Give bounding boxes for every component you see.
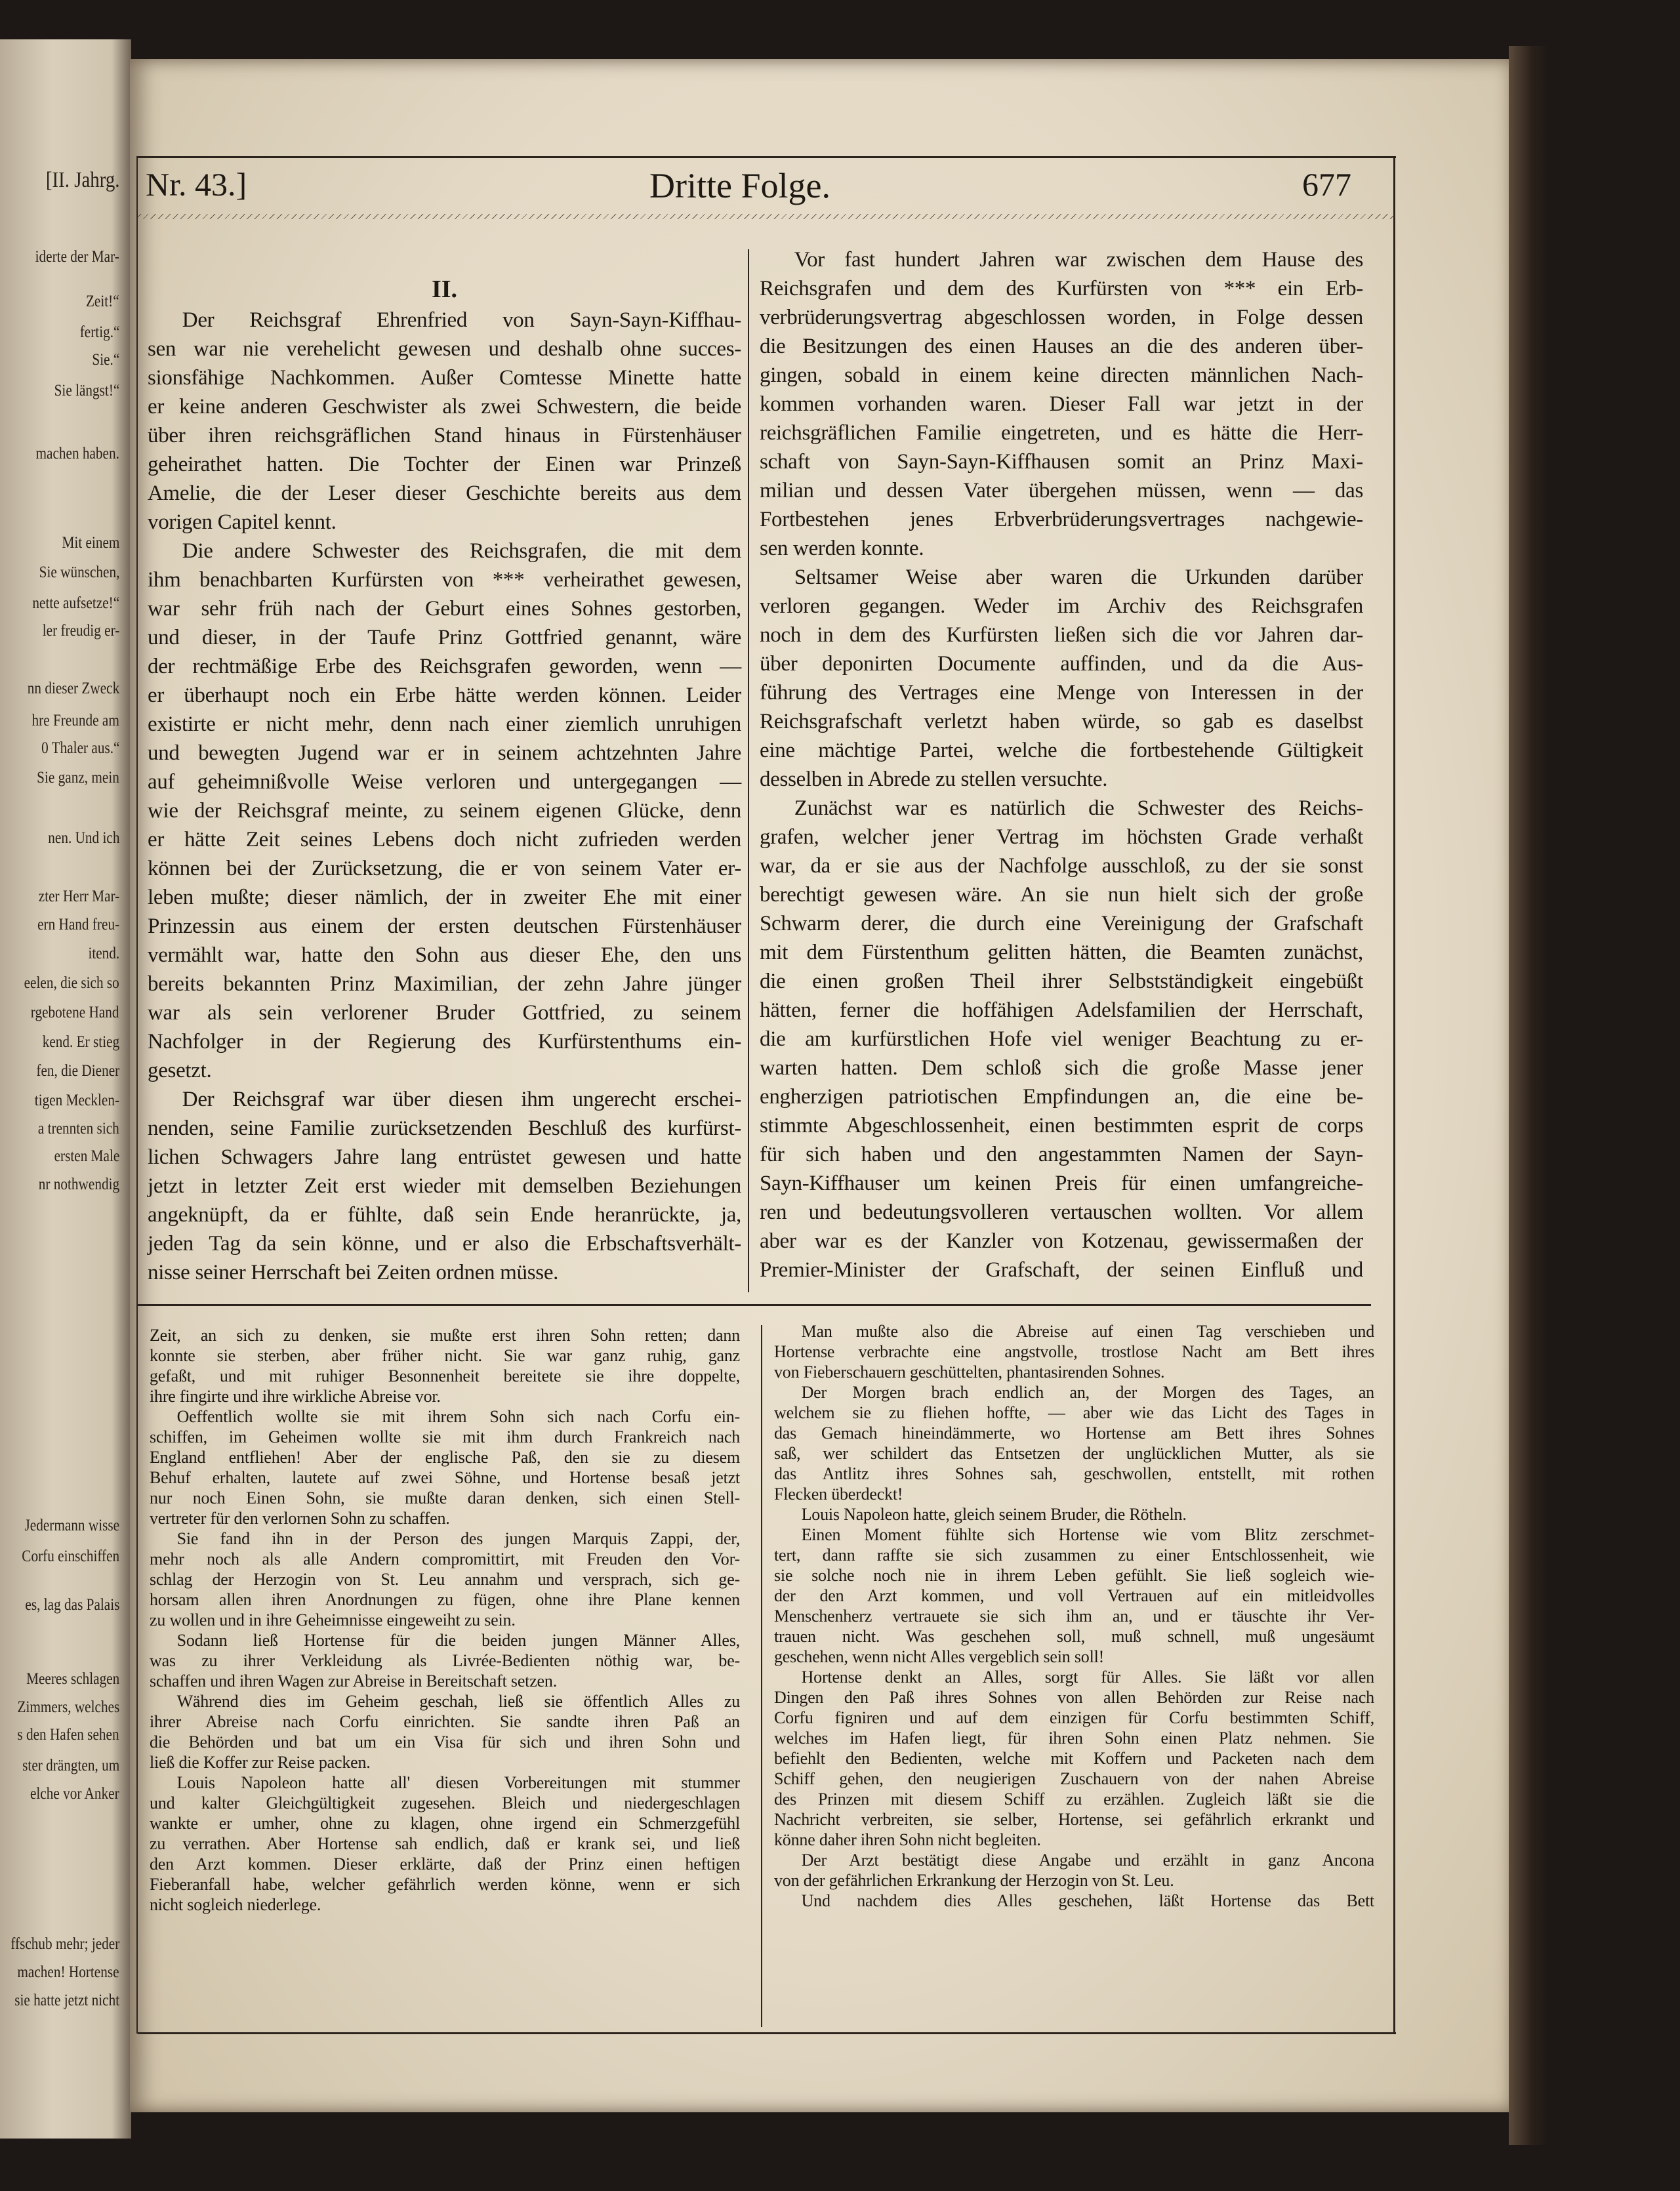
top-left-column <box>148 273 741 1287</box>
text-line: Zunächst war es natürlich die Schwester des Reichs- <box>794 796 1363 820</box>
text-line: über ihren reichsgräflichen Stand hinaus in Fürstenhäuser <box>148 424 741 447</box>
facing-page-fragment: es, lag das Palais <box>24 1596 119 1614</box>
text-line: angeknüpft, da er fühlte, daß sein Ende heranrückte, ja, <box>148 1203 741 1227</box>
text-line: horsam allen ihren Anordnungen zu fügen, ohne ihre Plane kennen <box>150 1590 740 1609</box>
text-line: Sie fand ihn in der Person des jungen Marquis Zappi, der, <box>176 1529 740 1548</box>
text-line: die einen großen Theil ihrer Selbstständigkeit eingebüßt <box>760 970 1363 993</box>
paragraph <box>150 1691 740 1772</box>
text-line: von Fieberschauern geschüttelten, phantasirenden Sohnes. <box>774 1362 1165 1382</box>
text-line: ihm benachbarten Kurfürsten von *** verheirathet gewesen, <box>148 568 741 592</box>
text-line: verloren gegangen. Weder im Archiv des Reichsgrafen <box>760 594 1363 618</box>
facing-page-fragment: itend. <box>88 945 119 962</box>
text-line: Sodann ließ Hortense für die beiden jungen Männer Alles, <box>176 1631 740 1650</box>
text-line: geschehen, wenn nicht Alles vergeblich sein soll! <box>774 1647 1105 1666</box>
text-line: Zeit, an sich zu denken, sie mußte erst ihren Sohn retten; dann <box>150 1326 740 1345</box>
text-line: Man mußte also die Abreise auf einen Tag verschieben und <box>801 1322 1374 1341</box>
text-line: ihre fingirte und ihre wirkliche Abreise vor. <box>150 1387 441 1406</box>
paragraph <box>148 537 741 1085</box>
text-line: gingen, sobald in einem keine directen männlichen Nach- <box>760 363 1363 387</box>
facing-page-fragment: fen, die Diener <box>36 1062 119 1080</box>
text-line: geheirathet hatten. Die Tochter der Einen war Prinzeß <box>148 453 741 476</box>
facing-page-fragment: eelen, die sich so <box>24 974 119 992</box>
paragraph <box>774 1525 1374 1667</box>
text-line: für sich haben und den angestammten Namen der Sayn- <box>760 1143 1363 1166</box>
text-line: mehr noch als alle Andern compromittirt, mit Freuden den Vor- <box>150 1549 740 1568</box>
facing-page-fragment: machen haben. <box>35 445 119 462</box>
text-line: die am kurfürstlichen Hofe viel weniger Beachtung zu er- <box>760 1027 1363 1051</box>
text-line: war, da er sie aus der Nachfolge ausschloß, zu der sie sonst <box>760 854 1363 878</box>
facing-page-fragment: ler freudig er- <box>42 622 119 640</box>
text-line: aber war es der Kanzler von Kotzenau, gewissermaßen der <box>760 1229 1363 1253</box>
paragraph <box>774 1850 1374 1891</box>
text-line: wie der Reichsgraf meinte, zu seinem eigenen Glücke, denn <box>148 799 741 823</box>
text-line: Der Reichsgraf war über diesen ihm ungerecht erschei- <box>182 1088 741 1111</box>
text-line: den Arzt kommen. Dieser erklärte, daß der Prinz einen heftigen <box>150 1854 740 1874</box>
text-line: engherzigen patriotischen Empfindungen an, die eine be- <box>760 1085 1363 1109</box>
text-line: und dieser, in der Taufe Prinz Gottfried genannt, wäre <box>148 626 741 649</box>
facing-page-fragment: ster drängten, um <box>22 1757 119 1774</box>
bottom-right-text <box>774 1321 1374 1911</box>
text-line: reichsgräflichen Familie eingetreten, und es hätte die Herr- <box>760 421 1363 445</box>
facing-page-fragment: Corfu einschiffen <box>22 1547 119 1565</box>
text-line: war als sein verlorener Bruder Gottfried, zu seinem <box>148 1001 741 1025</box>
facing-page-fragment: sie hatte jetzt nicht <box>14 1992 119 2009</box>
facing-page-fragment: iderte der Mar- <box>35 248 119 266</box>
text-line: Seltsamer Weise aber waren die Urkunden darüber <box>794 565 1363 589</box>
header-wavy-rule <box>138 214 1394 219</box>
text-line: tert, dann raffte sie sich zusammen zu einer Entschlossenheit, wie <box>774 1546 1374 1565</box>
text-line: jeden Tag da sein könne, und er also die Erbschaftsverhält- <box>148 1232 741 1256</box>
text-line: milian und dessen Vater übergehen müssen, wenn — das <box>760 479 1363 502</box>
text-line: das Gemach hineindämmerte, wo Hortense am Bett ihres Sohnes <box>774 1423 1374 1443</box>
paragraph <box>774 1667 1374 1850</box>
text-line: Dingen den Paß ihres Sohnes von allen Behörden zur Reise nach <box>774 1688 1374 1707</box>
text-line: zu verrathen. Aber Hortense sah endlich, daß er krank sei, und ließ <box>150 1834 740 1853</box>
facing-page-fragment: nr nothwendig <box>38 1176 119 1193</box>
text-line: welchem sie zu fliehen hoffte, — aber wie das Licht des Tages in <box>774 1403 1374 1422</box>
text-line: lichen Schwagers Jahre lang entrüstet gewesen und hatte <box>148 1145 741 1169</box>
facing-page-fragment: Sie.“ <box>92 351 119 369</box>
text-line: sie solche noch nie in ihrem Leben gefühlt. Sie ließ sogleich wie- <box>774 1566 1374 1585</box>
text-line: sen war nie verehelicht gewesen und deshalb ohne succes- <box>148 337 741 361</box>
bottom-column-divider <box>761 1325 762 2027</box>
text-line: Und nachdem dies Alles geschehen, läßt Hortense das Bett <box>801 1891 1374 1910</box>
text-line: Menschenherz vertrauete sie sich ihm an, und er täuschte ihr Ver- <box>774 1607 1374 1626</box>
text-line: Vor fast hundert Jahren war zwischen dem Hause des <box>794 248 1363 272</box>
facing-page-fragment: nette aufsetze!“ <box>32 594 119 612</box>
paragraph <box>150 1630 740 1691</box>
facing-page-fragment: Sie ganz, mein <box>37 769 119 787</box>
paragraph <box>150 1772 740 1915</box>
text-line: zu wollen und in ihre Geheimnisse eingeweiht zu sein. <box>150 1610 516 1629</box>
paragraph <box>774 1504 1374 1525</box>
text-line: sionsfähige Nachkommen. Außer Comtesse Minette hatte <box>148 366 741 390</box>
text-line: Der Arzt bestätigt diese Angabe und erzählt in ganz Ancona <box>801 1851 1374 1870</box>
text-line: und bewegten Jugend war er in seinem achtzehnten Jahre <box>148 741 741 765</box>
text-line: desselben in Abrede zu stellen versuchte. <box>760 768 1108 791</box>
facing-page-fragment: s den Hafen sehen <box>17 1726 119 1744</box>
facing-page-fragment: nn dieser Zweck <box>27 680 119 697</box>
text-line: Louis Napoleon hatte, gleich seinem Bruder, die Rötheln. <box>801 1505 1187 1524</box>
facing-page-fragment: Meeres schlagen <box>26 1670 119 1688</box>
text-line: grafen, welcher jener Vertrag im höchsten Grade verhaßt <box>760 825 1363 849</box>
paragraph <box>760 794 1363 1284</box>
facing-page-fragment: nen. Und ich <box>47 829 119 847</box>
facing-page-fragment: hre Freunde am <box>31 712 119 729</box>
facing-page-fragment: ern Hand freu- <box>37 916 119 933</box>
text-line: über deponirten Documente auffinden, und da die Aus- <box>760 652 1363 676</box>
text-line: berechtigt gewesen wäre. An sie nun hielt sich der große <box>760 883 1363 907</box>
top-right-column <box>760 245 1363 1284</box>
right-frame-rule <box>1393 156 1395 2034</box>
text-line: er keine anderen Geschwister als zwei Schwestern, die beide <box>148 395 741 419</box>
facing-page-fragment: kend. Er stieg <box>42 1033 119 1051</box>
text-line: Nachricht verbreiten, sie selber, Hortense, sei gefährlich erkrankt und <box>774 1810 1374 1829</box>
text-line: verbrüderungsvertrag abgeschlossen worden, in Folge dessen <box>760 306 1363 329</box>
facing-page-fragment: machen! Hortense <box>17 1963 119 1981</box>
text-line: kommen vorhanden waren. Dieser Fall war jetzt in der <box>760 392 1363 416</box>
text-line: Der Morgen brach endlich an, der Morgen des Tages, an <box>801 1383 1374 1402</box>
text-line: können bei der Zurücksetzung, die er von seinem Vater er- <box>148 857 741 880</box>
text-line: welches im Hafen liegt, für ihren Sohn einen Platz nehmen. Sie <box>774 1729 1374 1748</box>
top-left-text <box>148 306 741 1287</box>
text-line: ließ die Koffer zur Reise packen. <box>150 1753 371 1772</box>
text-line: Schiff gehen, den neugierigen Zuschauern von der nahen Abreise <box>774 1769 1374 1788</box>
facing-page-fragment: Zeit!“ <box>86 293 119 310</box>
book-spine <box>1509 46 1548 2145</box>
text-line: vermählt war, hatte den Sohn aus dieser Ehe, den uns <box>148 943 741 967</box>
text-line: sen werden konnte. <box>760 537 924 560</box>
text-line: Amelie, die der Leser dieser Geschichte bereits aus dem <box>148 481 741 505</box>
text-line: Während dies im Geheim geschah, ließ sie öffentlich Alles zu <box>176 1692 740 1711</box>
text-line: Oeffentlich wollte sie mit ihrem Sohn sich nach Corfu ein- <box>176 1407 740 1426</box>
text-line: der rechtmäßige Erbe des Reichsgrafen geworden, wenn — <box>148 655 741 678</box>
left-frame-rule <box>136 156 138 2034</box>
bottom-right-column <box>774 1321 1374 1911</box>
text-line: Reichsgrafen und dem des Kurfürsten von *** ein Erb- <box>760 277 1363 300</box>
text-line: konnte sie sterben, aber früher nicht. Sie war ganz ruhig, ganz <box>150 1346 740 1365</box>
section-divider-rule <box>138 1304 1371 1306</box>
text-line: Reichsgrafschaft verletzt haben würde, so gab es daselbst <box>760 710 1363 733</box>
facing-page-fragment: fertig.“ <box>79 323 119 341</box>
bottom-left-text <box>150 1325 740 1915</box>
paragraph <box>150 1528 740 1630</box>
text-line: schlag der Herzogin von St. Leu annahm und versprach, sich ge- <box>150 1570 740 1589</box>
text-line: Hortense denkt an Alles, sorgt für Alles. Sie läßt vor allen <box>801 1668 1374 1687</box>
paragraph <box>148 1085 741 1287</box>
paragraph <box>774 1382 1374 1504</box>
text-line: er hätte Zeit seines Lebens doch nicht zufrieden werden <box>148 828 741 851</box>
top-column-divider <box>748 249 749 1292</box>
text-line: jetzt in letzter Zeit erst wieder mit demselben Beziehungen <box>148 1174 741 1198</box>
text-line: trauen nicht. Was geschehen soll, muß schnell, muß ungesäumt <box>774 1627 1374 1646</box>
text-line: nicht sogleich niederlege. <box>150 1895 321 1914</box>
facing-page-fragment: Jedermann wisse <box>24 1517 119 1534</box>
paragraph <box>760 563 1363 794</box>
text-line: von der gefährlichen Erkrankung der Herzogin von St. Leu. <box>774 1871 1174 1890</box>
facing-page-fragment: Sie wünschen, <box>39 563 119 581</box>
text-line: nenden, seine Familie zurücksetzenden Beschluß des kurfürst- <box>148 1116 741 1140</box>
text-line: ihrer Abreise nach Corfu einrichten. Sie sandte ihren Paß an <box>150 1712 740 1731</box>
page-number: 677 <box>1302 166 1351 203</box>
text-line: was zu ihrer Verkleidung als Livrée-Bedienten nöthig war, be- <box>150 1651 740 1670</box>
text-line: ren und bedeutungsvolleren vertauschen wollten. Vor allem <box>760 1200 1363 1224</box>
paragraph <box>774 1891 1374 1911</box>
text-line: schaffen und ihren Wagen zur Abreise in Bereitschaft setzen. <box>150 1671 557 1690</box>
text-line: Einen Moment fühlte sich Hortense wie vom Blitz zerschmet- <box>801 1525 1374 1544</box>
text-line: Behuf erhalten, lautete auf zwei Söhne, und Hortense besaß jetzt <box>150 1468 740 1487</box>
facing-page-edge <box>0 39 131 2139</box>
running-title: Dritte Folge. <box>649 166 830 205</box>
text-line: nisse seiner Herrschaft bei Zeiten ordnen müsse. <box>148 1261 559 1284</box>
text-line: Hortense verbrachte eine angstvolle, trostlose Nacht am Bett ihres <box>774 1342 1374 1361</box>
facing-page-fragment: ffschub mehr; jeder <box>10 1935 119 1953</box>
text-line: des Prinzen mit diesem Schiff zu erzählen. Zugleich läßt sie die <box>774 1790 1374 1809</box>
text-line: eine mächtige Partei, welche die fortbestehende Gültigkeit <box>760 739 1363 762</box>
text-line: bereits bekannten Prinz Maximilian, der zehn Jahre jünger <box>148 972 741 996</box>
text-line: schiffen, im Geheimen wollte sie mit ihm durch Frankreich nach <box>150 1427 740 1446</box>
text-line: gefaßt, und mit ruhiger Besonnenheit bereitete sie ihre doppelte, <box>150 1366 740 1385</box>
paragraph <box>760 245 1363 563</box>
chapter-heading: II. <box>431 276 458 303</box>
text-line: der den Arzt kommen, und voll Vertrauen auf ein mitleidvolles <box>774 1586 1374 1605</box>
text-line: war sehr früh nach der Geburt eines Sohnes gestorben, <box>148 597 741 621</box>
facing-page-fragment: Sie längst!“ <box>54 382 119 399</box>
text-line: gesetzt. <box>148 1059 212 1082</box>
text-line: Die andere Schwester des Reichsgrafen, die mit dem <box>182 539 741 563</box>
text-line: Der Reichsgraf Ehrenfried von Sayn-Sayn-Kiffhau- <box>182 308 741 332</box>
text-line: könne daher ihren Sohn nicht begleiten. <box>774 1830 1041 1849</box>
text-line: Nachfolger in der Regierung des Kurfürstenthums ein- <box>148 1030 741 1054</box>
text-line: Flecken überdeckt! <box>774 1485 903 1504</box>
text-line: vertreter für den verlornen Sohn zu schaffen. <box>150 1509 450 1528</box>
text-line: mit dem Fürstenthum gelitten hätten, die Beamten zunächst, <box>760 941 1363 964</box>
text-line: Prinzessin aus einem der ersten deutschen Fürstenhäuser <box>148 914 741 938</box>
text-line: Fieberanfall habe, welcher gefährlich werden könne, wenn er sich <box>150 1875 740 1894</box>
text-line: vorigen Capitel kennt. <box>148 510 337 534</box>
paragraph <box>148 306 741 537</box>
text-line: Louis Napoleon hatte all' diesen Vorbereitungen mit stummer <box>176 1773 740 1792</box>
header-top-rule <box>136 156 1396 158</box>
text-line: schaft von Sayn-Sayn-Kiffhausen somit an Prinz Maxi- <box>760 450 1363 474</box>
text-line: wankte er umher, ohne zu klagen, ohne irgend ein Schmerzgefühl <box>150 1814 740 1833</box>
text-line: Sayn-Kiffhauser um keinen Preis für einen umfangreiche- <box>760 1172 1363 1195</box>
text-line: das Antlitz ihres Sohnes sah, geschwollen, entstellt, mit rothen <box>774 1464 1374 1483</box>
paragraph <box>150 1406 740 1528</box>
text-line: Fortbestehen jenes Erbverbrüderungsvertrages nachgewie- <box>760 508 1363 531</box>
paragraph <box>774 1321 1374 1382</box>
text-line: leben mußte; dieser nämlich, der in zweiter Ehe mit einer <box>148 886 741 909</box>
text-line: die Behörden und bat um ein Visa für sich und ihren Sohn und <box>150 1732 740 1751</box>
facing-page-fragment: rgebotene Hand <box>31 1004 119 1021</box>
bottom-left-column <box>150 1325 740 1915</box>
text-line: saß, wer schildert das Entsetzen der unglücklichen Mutter, als sie <box>774 1444 1374 1463</box>
facing-page-header: [II. Jahrg. <box>45 168 119 192</box>
facing-page-fragment: tigen Mecklen- <box>34 1092 119 1109</box>
text-line: stimmte Abgeschlossenheit, einen bestimmten esprit de corps <box>760 1114 1363 1137</box>
text-line: befiehlt den Bedienten, welche mit Koffern und Packeten nach dem <box>774 1749 1374 1768</box>
text-line: Corfu figniren und auf dem einzigen für Corfu bestimmten Schiff, <box>774 1708 1374 1727</box>
text-line: auf geheimnißvolle Weise verloren und untergegangen — <box>148 770 741 794</box>
paragraph <box>150 1325 740 1406</box>
bottom-rule <box>138 2032 1396 2034</box>
text-line: die Besitzungen des einen Hauses an die des anderen über- <box>760 335 1363 358</box>
facing-page-fragment: a trennten sich <box>38 1120 119 1137</box>
facing-page-fragment: zter Herr Mar- <box>38 888 119 905</box>
text-line: nur noch Einen Sohn, sie mußte daran denken, sich einen Stell- <box>150 1488 740 1507</box>
text-line: England entfliehen! Aber der englische Paß, den sie zu diesem <box>150 1448 740 1467</box>
text-line: Premier-Minister der Grafschaft, der seinen Einfluß und <box>760 1258 1363 1282</box>
text-line: führung des Vertrages eine Menge von Interessen in der <box>760 681 1363 705</box>
text-line: hätten, ferner die hoffähigen Adelsfamilien der Herrschaft, <box>760 998 1363 1022</box>
text-line: existirte er nicht mehr, denn nach einer ziemlich unruhigen <box>148 712 741 736</box>
text-line: Schwarm derer, die durch eine Vereinigung der Grafschaft <box>760 912 1363 935</box>
text-line: noch in dem des Kurfürsten ließen sich die vor Jahren dar- <box>760 623 1363 647</box>
text-line: warten hatten. Dem schloß sich die große Masse jener <box>760 1056 1363 1080</box>
facing-page-fragment: Mit einem <box>62 534 119 552</box>
top-right-text <box>760 245 1363 1284</box>
text-line: er überhaupt noch ein Erbe hätte werden können. Leider <box>148 684 741 707</box>
facing-page-fragment: ersten Male <box>54 1147 119 1165</box>
facing-page-fragment: elche vor Anker <box>30 1785 119 1803</box>
facing-page-fragment: 0 Thaler aus.“ <box>41 739 119 757</box>
facing-page-fragment: Zimmers, welches <box>17 1698 119 1716</box>
text-line: und kalter Gleichgültigkeit zugesehen. Bleich und niedergeschlagen <box>150 1793 740 1812</box>
issue-number: Nr. 43.] <box>146 166 247 203</box>
